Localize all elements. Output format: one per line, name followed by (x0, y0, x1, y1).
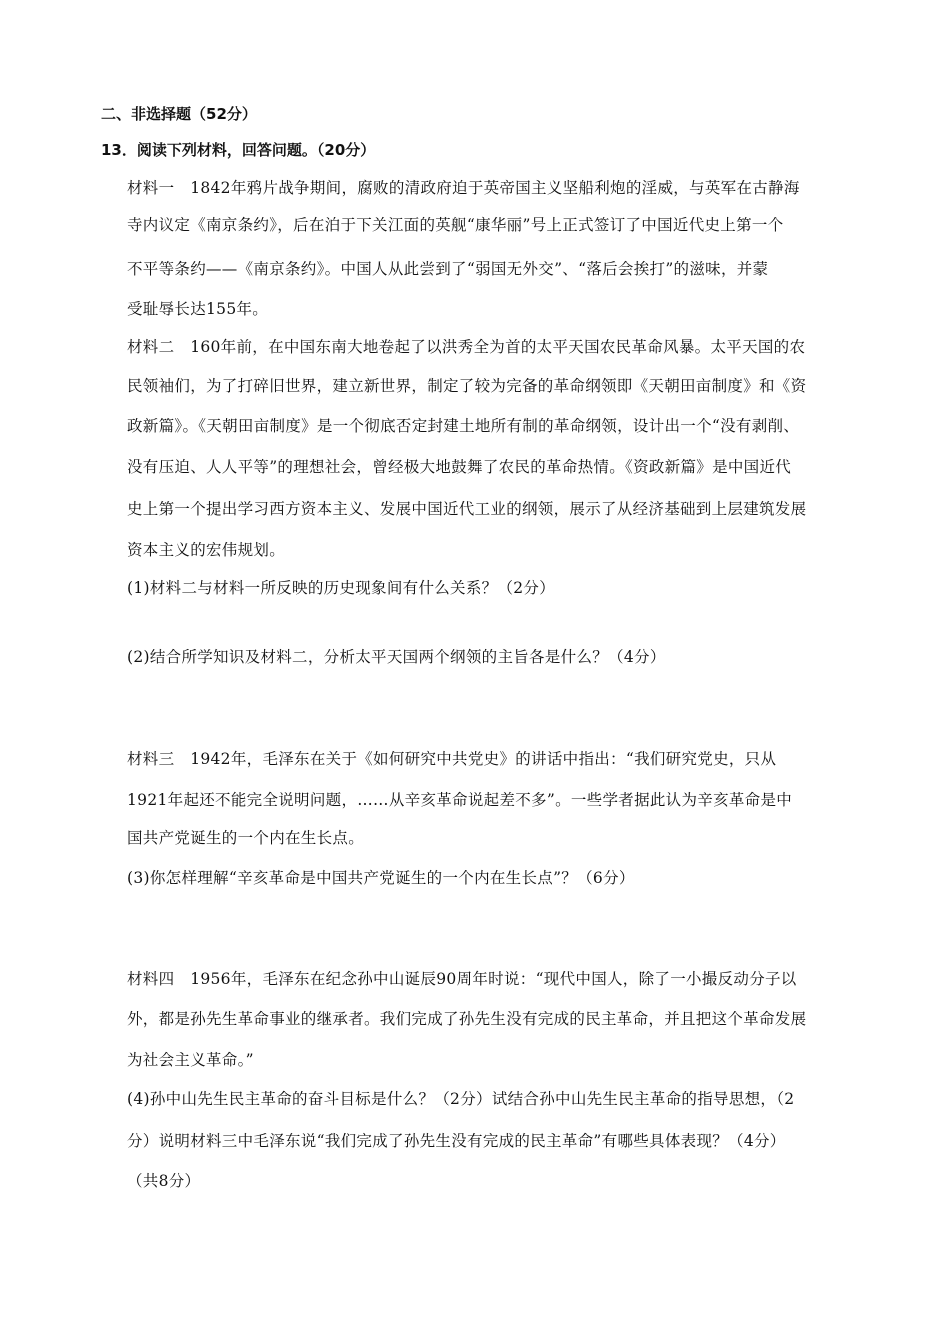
material2-line: 政新篇》。《天朝田亩制度》是一个彻底否定封建土地所有制的革命纲领，设计出一个“没有剥削、 (127, 417, 800, 435)
material4-line: 材料四 1956年，毛泽东在纪念孙中山诞辰90周年时说：“现代中国人，除了一小撮反动分子以 (127, 970, 797, 988)
material2-line: 材料二 160年前，在中国东南大地卷起了以洪秀全为首的太平天国农民革命风暴。太平天国的农 (127, 338, 806, 356)
material4-line: 外，都是孙先生革命事业的继承者。我们完成了孙先生没有完成的民主革命，并且把这个革命发展 (127, 1010, 807, 1028)
question-4-line: 分）说明材料三中毛泽东说“我们完成了孙先生没有完成的民主革命”有哪些具体表现？（4分） (127, 1132, 786, 1150)
question-1: (1)材料二与材料一所反映的历史现象间有什么关系？（2分） (127, 579, 556, 597)
material2-line: 民领袖们，为了打碎旧世界，建立新世界，制定了较为完备的革命纲领即《天朝田亩制度》和《资 (127, 377, 807, 395)
question-4-line: (4)孙中山先生民主革命的奋斗目标是什么？（2分）试结合孙中山先生民主革命的指导思想，（2 (127, 1090, 795, 1108)
material4-line: 为社会主义革命。” (127, 1051, 254, 1069)
material1-line: 寺内议定《南京条约》，后在泊于下关江面的英舰“康华丽”号上正式签订了中国近代史上第一个 (127, 216, 784, 234)
material1-line: 材料一 1842年鸦片战争期间，腐败的清政府迫于英帝国主义坚船利炮的淫威，与英军在古静海 (127, 179, 800, 197)
material2-line: 没有压迫、人人平等”的理想社会，曾经极大地鼓舞了农民的革命热情。《资政新篇》是中国近代 (127, 458, 792, 476)
question-title: 13．阅读下列材料，回答问题。（20分） (101, 141, 376, 159)
material3-line: 1921年起还不能完全说明问题，……从辛亥革命说起差不多”。一些学者据此认为辛亥革命是中 (127, 791, 793, 809)
material2-line: 资本主义的宏伟规划。 (127, 541, 286, 559)
material3-line: 材料三 1942年，毛泽东在关于《如何研究中共党史》的讲话中指出：“我们研究党史，只从 (127, 750, 777, 768)
material3-line: 国共产党诞生的一个内在生长点。 (127, 829, 365, 847)
question-3: (3)你怎样理解“辛亥革命是中国共产党诞生的一个内在生长点”？（6分） (127, 869, 635, 887)
section-title: 二、非选择题（52分） (101, 105, 257, 123)
question-2: (2)结合所学知识及材料二，分析太平天国两个纲领的主旨各是什么？（4分） (127, 648, 666, 666)
question-4-line: （共8分） (127, 1172, 201, 1190)
material1-line: 受耻辱长达155年。 (127, 300, 269, 318)
material2-line: 史上第一个提出学习西方资本主义、发展中国近代工业的纲领，展示了从经济基础到上层建筑发展 (127, 500, 807, 518)
material1-line: 不平等条约——《南京条约》。中国人从此尝到了“弱国无外交”、“落后会挨打”的滋味，并蒙 (127, 260, 769, 278)
